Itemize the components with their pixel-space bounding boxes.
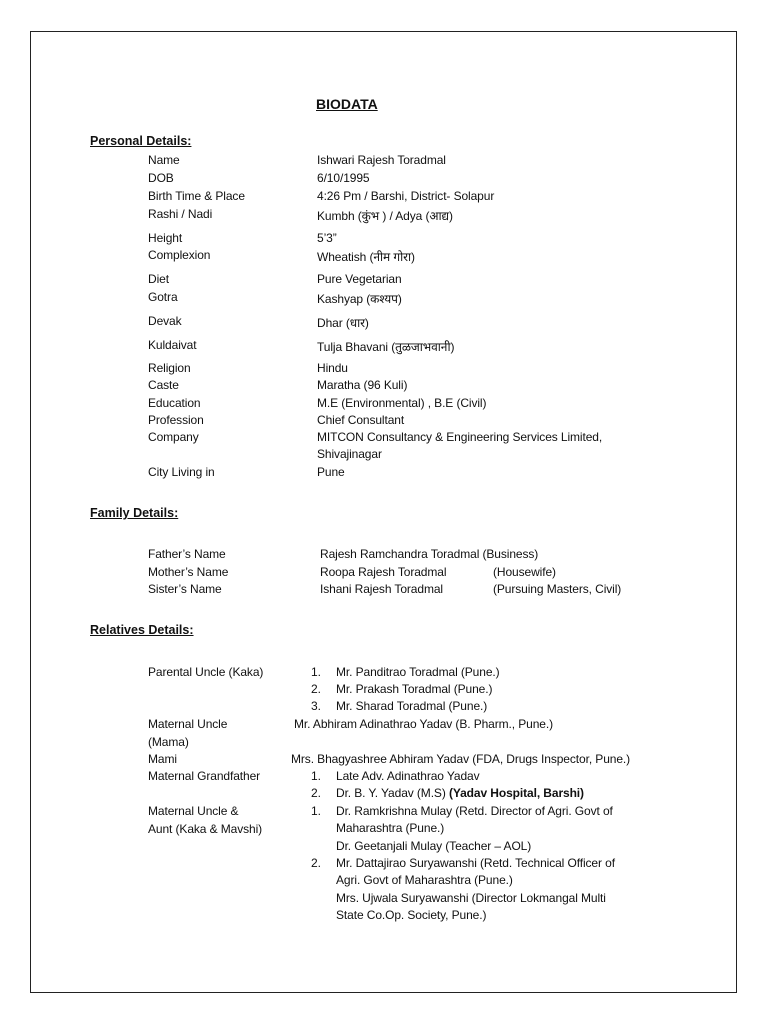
value-uncle-aunt-1c: Dr. Geetanjali Mulay (Teacher – AOL) — [336, 839, 532, 853]
value-father: Rajesh Ramchandra Toradmal (Business) — [320, 547, 539, 561]
label-mother: Mother’s Name — [148, 565, 229, 579]
label-grandfather: Maternal Grandfather — [148, 769, 261, 783]
value-sister: Ishani Rajesh Toradmal — [320, 582, 443, 596]
value-name: Ishwari Rajesh Toradmal — [317, 153, 446, 167]
label-uncle-aunt-2: Aunt (Kaka & Mavshi) — [148, 822, 263, 836]
personal-details-heading: Personal Details: — [90, 134, 192, 148]
label-mama: Maternal Uncle — [148, 717, 228, 731]
label-devak: Devak — [148, 314, 182, 328]
label-complexion: Complexion — [148, 248, 211, 262]
label-kaka: Parental Uncle (Kaka) — [148, 665, 264, 679]
label-kuldaivat: Kuldaivat — [148, 338, 197, 352]
label-city: City Living in — [148, 465, 215, 479]
label-mama-2: (Mama) — [148, 735, 189, 749]
value-mami: Mrs. Bhagyashree Abhiram Yadav (FDA, Drugs Inspector, Pune.) — [291, 752, 631, 766]
label-caste: Caste — [148, 378, 179, 392]
list-number: 2. — [310, 682, 321, 696]
value-birth: 4:26 Pm / Barshi, District- Solapur — [317, 189, 495, 203]
list-number: 1. — [310, 665, 321, 679]
note-mother: (Housewife) — [493, 565, 556, 579]
label-sister: Sister’s Name — [148, 582, 222, 596]
value-company-line2: Shivajinagar — [317, 447, 382, 461]
value-uncle-aunt-2c: Mrs. Ujwala Suryawanshi (Director Lokmangal Multi — [336, 891, 606, 905]
label-uncle-aunt: Maternal Uncle & — [148, 804, 239, 818]
value-kaka-3: Mr. Sharad Toradmal (Pune.) — [336, 699, 488, 713]
label-name: Name — [148, 153, 180, 167]
value-religion: Hindu — [317, 361, 348, 375]
relatives-details-heading: Relatives Details: — [90, 623, 194, 637]
value-uncle-aunt-2d: State Co.Op. Society, Pune.) — [336, 908, 487, 922]
value-kaka-1: Mr. Panditrao Toradmal (Pune.) — [336, 665, 500, 679]
page-title: BIODATA — [316, 96, 378, 112]
label-company: Company — [148, 430, 199, 444]
value-uncle-aunt-2a: Mr. Dattajirao Suryawanshi (Retd. Technical Officer of — [336, 856, 615, 870]
label-rashi: Rashi / Nadi — [148, 207, 213, 221]
value-company: MITCON Consultancy & Engineering Services Limited, — [317, 430, 603, 444]
value-profession: Chief Consultant — [317, 413, 405, 427]
value-education: M.E (Environmental) , B.E (Civil) — [317, 396, 487, 410]
value-height: 5’3” — [317, 231, 337, 245]
value-uncle-aunt-1a: Dr. Ramkrishna Mulay (Retd. Director of Agri. Govt of — [336, 804, 613, 818]
value-mother: Roopa Rajesh Toradmal — [320, 565, 447, 579]
label-gotra: Gotra — [148, 290, 178, 304]
value-complexion: Wheatish (नीम गोरा) — [317, 250, 415, 264]
grandfather-2-hospital: (Yadav Hospital, Barshi) — [448, 786, 584, 800]
grandfather-2-name: Dr. B. Y. Yadav (M.S) — [336, 786, 449, 800]
value-kuldaivat: Tulja Bhavani (तुळजाभवानी) — [317, 340, 455, 354]
label-mami: Mami — [148, 752, 177, 766]
value-grandfather-1: Late Adv. Adinathrao Yadav — [336, 769, 480, 783]
value-city: Pune — [317, 465, 345, 479]
list-number: 2. — [310, 786, 321, 800]
value-caste: Maratha (96 Kuli) — [317, 378, 408, 392]
label-birth: Birth Time & Place — [148, 189, 245, 203]
label-religion: Religion — [148, 361, 191, 375]
value-kaka-2: Mr. Prakash Toradmal (Pune.) — [336, 682, 493, 696]
value-diet: Pure Vegetarian — [317, 272, 402, 286]
list-number: 1. — [310, 769, 321, 783]
value-dob: 6/10/1995 — [317, 171, 370, 185]
value-uncle-aunt-1b: Maharashtra (Pune.) — [336, 821, 445, 835]
label-diet: Diet — [148, 272, 169, 286]
value-mama: Mr. Abhiram Adinathrao Yadav (B. Pharm., Pune.) — [294, 717, 553, 731]
value-grandfather-2 — [336, 786, 584, 801]
family-details-heading: Family Details: — [90, 506, 179, 520]
value-gotra: Kashyap (कश्यप) — [317, 292, 402, 306]
value-devak: Dhar (धार) — [317, 316, 369, 330]
label-profession: Profession — [148, 413, 204, 427]
label-height: Height — [148, 231, 183, 245]
label-education: Education — [148, 396, 201, 410]
list-number: 2. — [310, 856, 321, 870]
list-number: 1. — [310, 804, 321, 818]
note-sister: (Pursuing Masters, Civil) — [493, 582, 622, 596]
value-uncle-aunt-2b: Agri. Govt of Maharashtra (Pune.) — [336, 873, 513, 887]
list-number: 3. — [310, 699, 321, 713]
label-father: Father’s Name — [148, 547, 226, 561]
label-dob: DOB — [148, 171, 174, 185]
value-rashi: Kumbh (कुंभ ) / Adya (आद्य) — [317, 209, 453, 223]
